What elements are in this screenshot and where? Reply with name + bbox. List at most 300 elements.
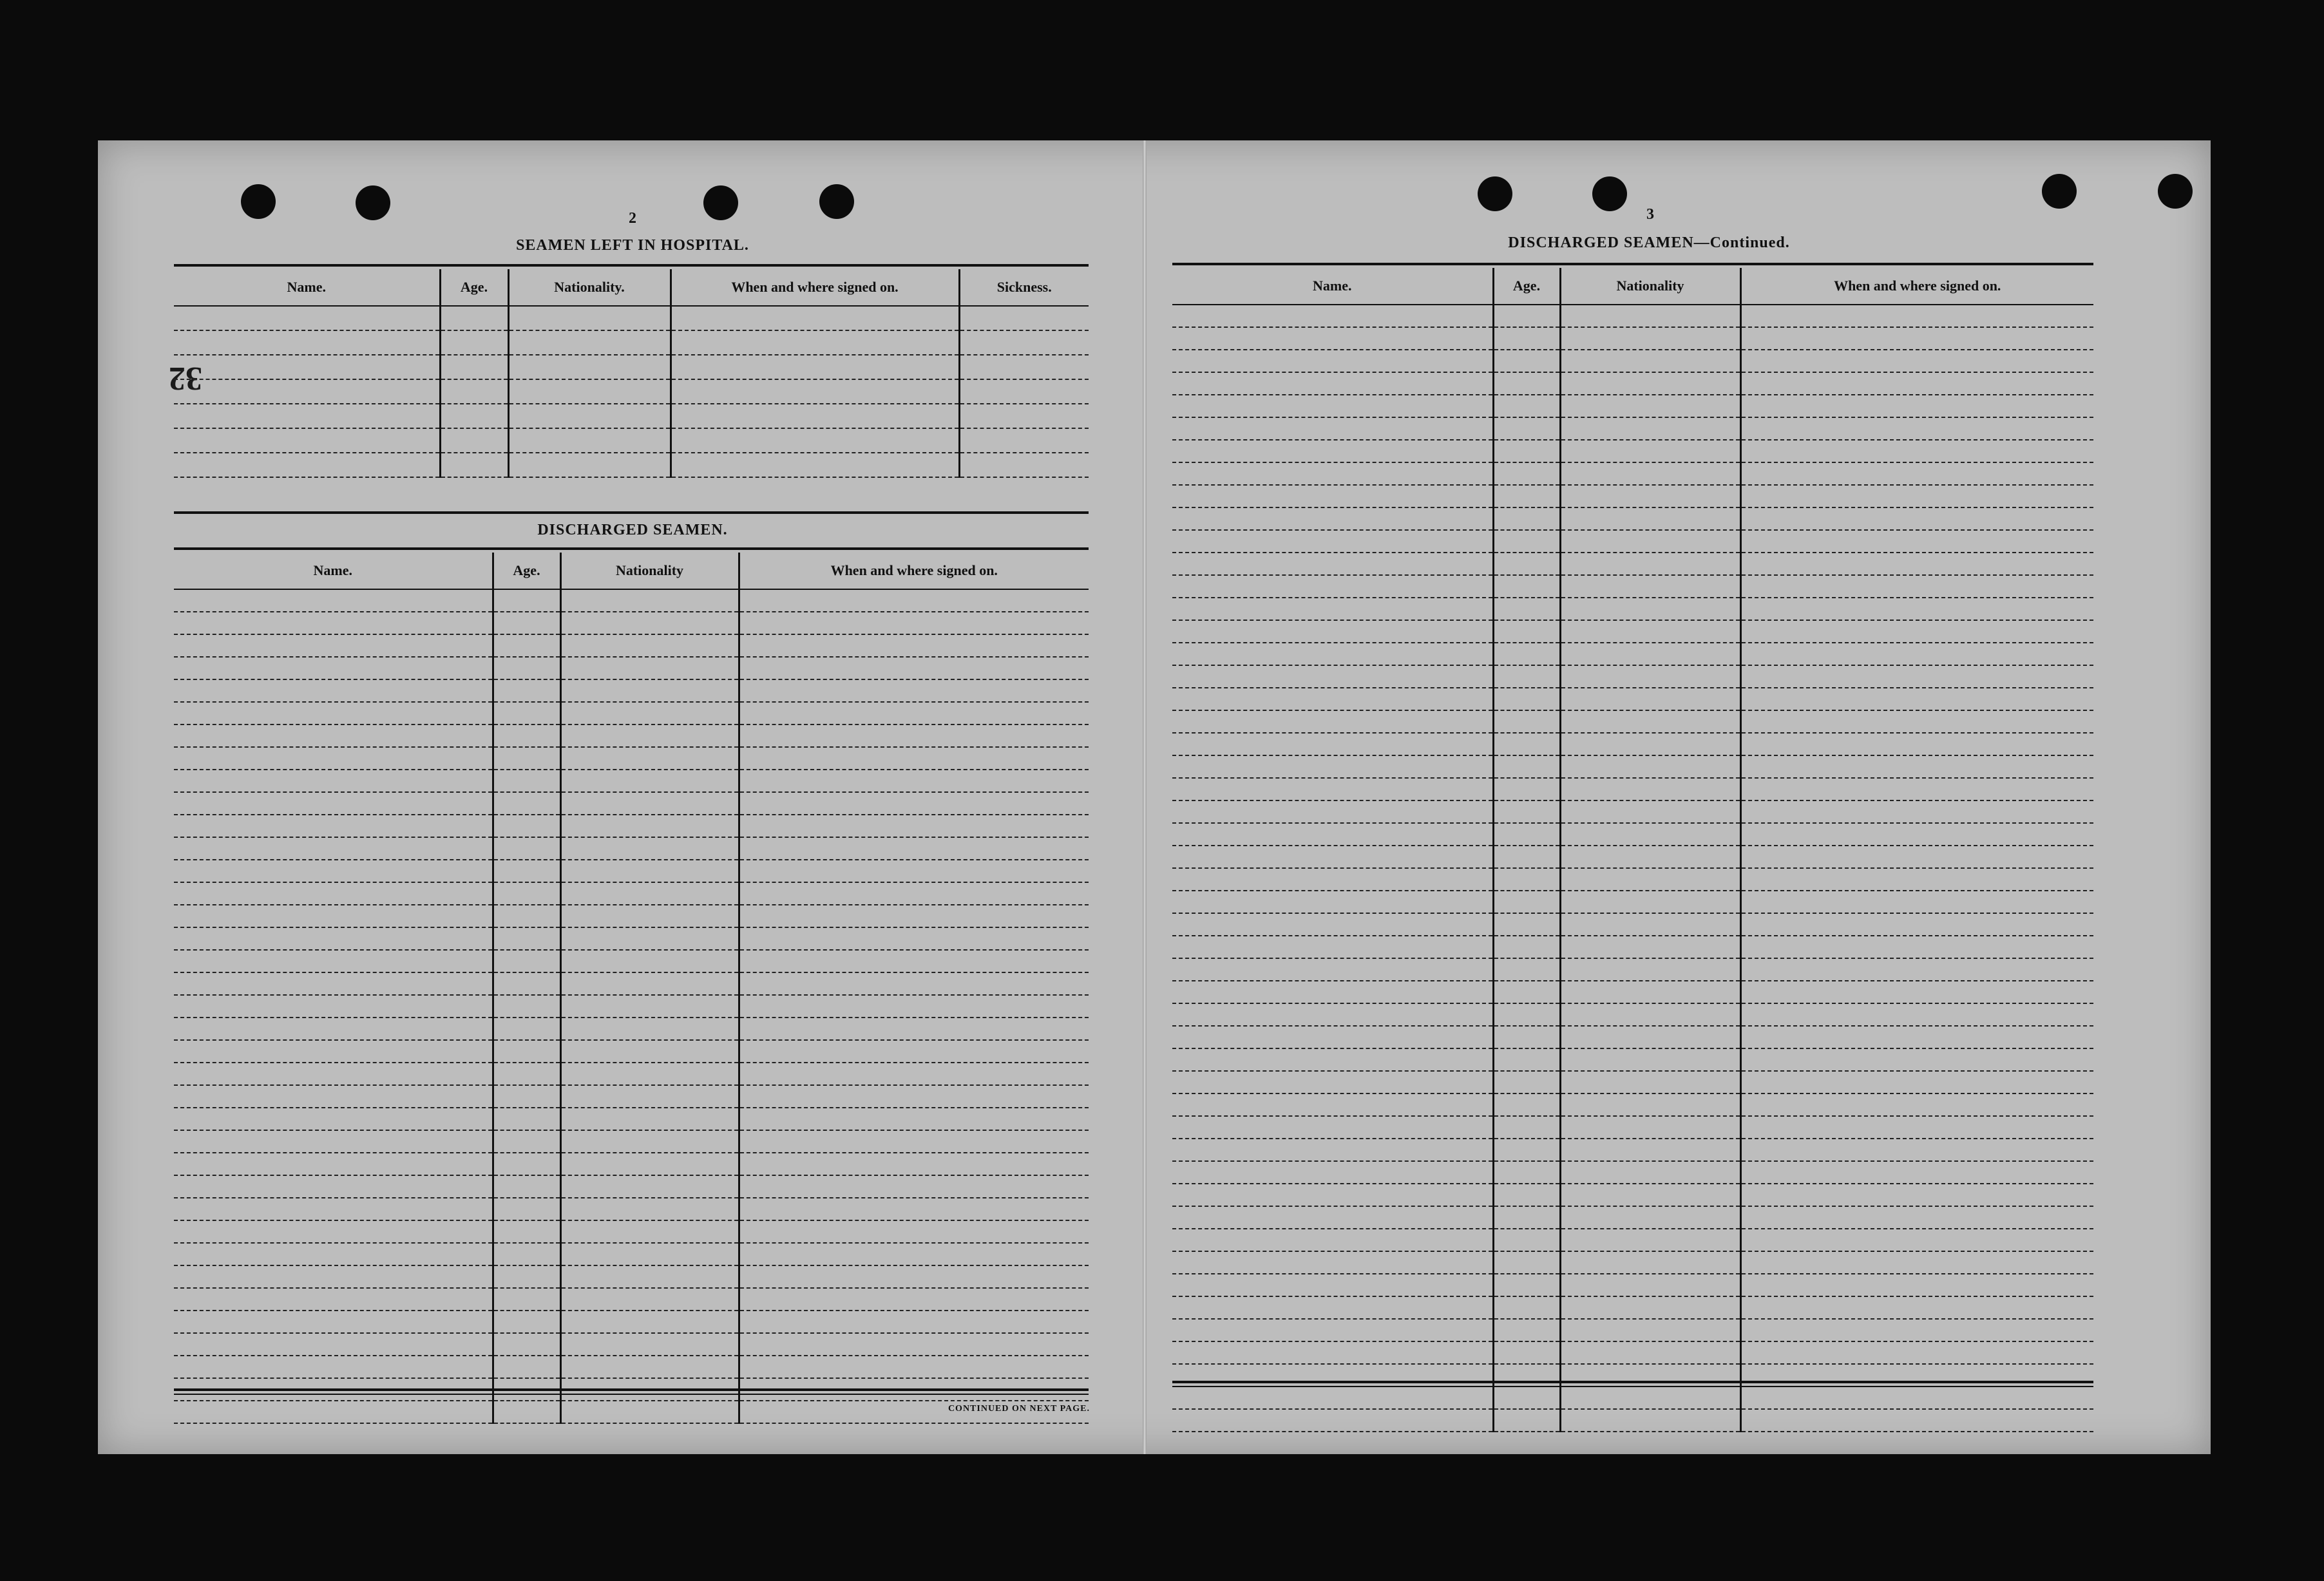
blank-cell (560, 1040, 739, 1063)
table-row (174, 379, 1089, 404)
blank-cell (493, 1333, 560, 1356)
blank-cell (739, 1288, 1089, 1311)
blank-cell (560, 905, 739, 927)
blank-cell (1172, 1071, 1493, 1093)
table-row (1172, 1048, 2093, 1071)
blank-cell (1560, 1048, 1740, 1071)
table-row (174, 927, 1089, 950)
blank-cell (1172, 507, 1493, 530)
table-row (174, 815, 1089, 837)
blank-cell (1172, 913, 1493, 936)
blank-cell (739, 1198, 1089, 1220)
blank-cell (1172, 1341, 1493, 1364)
blank-cell (174, 1040, 493, 1063)
column-header-nationality: Nationality (1560, 268, 1740, 305)
blank-cell (1560, 755, 1740, 778)
blank-cell (1740, 800, 2093, 823)
blank-cell (493, 1243, 560, 1265)
blank-cell (560, 702, 739, 724)
table-row (174, 1018, 1089, 1040)
blank-cell (1560, 1341, 1740, 1364)
table-row (1172, 755, 2093, 778)
table-row (174, 1220, 1089, 1243)
blank-cell (493, 589, 560, 612)
blank-cell (1493, 710, 1560, 733)
blank-cell (739, 1153, 1089, 1175)
blank-cell (1740, 1003, 2093, 1026)
table-row (1172, 530, 2093, 553)
blank-cell (1740, 710, 2093, 733)
table-row (1172, 958, 2093, 981)
blank-cell (1740, 936, 2093, 958)
table-row (1172, 778, 2093, 800)
blank-cell (560, 1108, 739, 1130)
column-header-name: Name. (174, 269, 440, 306)
blank-cell (1740, 1296, 2093, 1319)
table-row (174, 1085, 1089, 1108)
blank-cell (493, 1018, 560, 1040)
hospital-table (174, 269, 1089, 478)
blank-cell (1172, 372, 1493, 395)
blank-cell (1560, 575, 1740, 598)
blank-cell (1172, 1139, 1493, 1161)
blank-cell (174, 860, 493, 882)
divider (174, 1388, 1089, 1391)
table-row (1172, 1026, 2093, 1048)
blank-cell (1560, 823, 1740, 846)
blank-cell (739, 770, 1089, 792)
blank-cell (739, 1175, 1089, 1198)
blank-cell (1493, 417, 1560, 440)
page-number: 3 (1646, 206, 1654, 223)
blank-cell (1493, 1251, 1560, 1274)
blank-cell (560, 657, 739, 679)
blank-cell (174, 1243, 493, 1265)
blank-cell (174, 1018, 493, 1040)
blank-cell (1560, 913, 1740, 936)
left-page (98, 140, 1141, 1454)
blank-cell (1172, 1274, 1493, 1296)
blank-cell (1493, 530, 1560, 553)
blank-cell (1740, 778, 2093, 800)
table-row (1172, 665, 2093, 688)
blank-cell (174, 837, 493, 860)
blank-cell (174, 950, 493, 972)
blank-cell (174, 972, 493, 995)
blank-cell (493, 1130, 560, 1153)
blank-cell (1493, 778, 1560, 800)
blank-cell (739, 1333, 1089, 1356)
blank-cell (1172, 936, 1493, 958)
blank-cell (493, 657, 560, 679)
blank-cell (560, 612, 739, 634)
discharged-continued-table (1172, 268, 2093, 1432)
blank-cell (739, 1085, 1089, 1108)
blank-cell (1740, 1184, 2093, 1206)
table-row (1172, 372, 2093, 395)
blank-cell (174, 1356, 493, 1378)
blank-cell (1560, 1387, 1740, 1409)
blank-cell (1740, 485, 2093, 507)
blank-cell (1740, 575, 2093, 598)
blank-cell (1560, 891, 1740, 913)
blank-cell (1740, 598, 2093, 620)
blank-cell (560, 950, 739, 972)
hospital-section-title: SEAMEN LEFT IN HOSPITAL. (516, 237, 749, 254)
table-row (1172, 868, 2093, 891)
blank-cell (1740, 755, 2093, 778)
blank-cell (1493, 868, 1560, 891)
blank-cell (560, 1220, 739, 1243)
blank-cell (174, 724, 493, 747)
blank-cell (560, 927, 739, 950)
blank-cell (493, 837, 560, 860)
blank-cell (1740, 846, 2093, 868)
table-row (1172, 620, 2093, 643)
blank-cell (1493, 643, 1560, 665)
continued-note: CONTINUED ON NEXT PAGE. (948, 1404, 1090, 1414)
table-row (174, 1333, 1089, 1356)
blank-cell (1740, 1251, 2093, 1274)
blank-cell (1172, 305, 1493, 327)
punch-hole (703, 185, 738, 220)
table-row (1172, 1409, 2093, 1432)
blank-cell (1172, 710, 1493, 733)
blank-cell (1740, 1048, 2093, 1071)
blank-cell (1172, 1296, 1493, 1319)
table-row (1172, 913, 2093, 936)
blank-cell (1172, 868, 1493, 891)
blank-cell (1172, 891, 1493, 913)
column-header-nationality: Nationality. (508, 269, 671, 306)
blank-cell (1560, 553, 1740, 575)
blank-cell (1560, 1093, 1740, 1116)
blank-cell (1493, 1319, 1560, 1341)
table-row (1172, 485, 2093, 507)
blank-cell (739, 792, 1089, 815)
blank-cell (1560, 327, 1740, 350)
blank-cell (739, 905, 1089, 927)
blank-cell (493, 792, 560, 815)
blank-cell (174, 927, 493, 950)
blank-cell (1493, 1206, 1560, 1229)
discharged-section-title: DISCHARGED SEAMEN. (537, 522, 728, 538)
blank-cell (493, 882, 560, 905)
discharged-continued-title: DISCHARGED SEAMEN—Continued. (1508, 234, 1790, 251)
table-row (1172, 981, 2093, 1003)
column-header-age: Age. (440, 269, 508, 306)
table-row (1172, 1093, 2093, 1116)
blank-cell (1172, 1319, 1493, 1341)
table-row (174, 1311, 1089, 1333)
blank-cell (1493, 440, 1560, 462)
blank-cell (560, 1401, 739, 1423)
blank-cell (493, 612, 560, 634)
column-header-signed-on: When and where signed on. (671, 269, 959, 306)
blank-cell (1172, 440, 1493, 462)
punch-hole (2158, 174, 2193, 209)
blank-cell (739, 657, 1089, 679)
punch-hole (819, 184, 854, 219)
blank-cell (739, 724, 1089, 747)
blank-cell (493, 860, 560, 882)
divider (1172, 1381, 2093, 1383)
blank-cell (739, 1311, 1089, 1333)
blank-cell (493, 634, 560, 657)
blank-cell (1740, 350, 2093, 372)
blank-cell (493, 927, 560, 950)
table-row (174, 702, 1089, 724)
table-row (174, 837, 1089, 860)
divider (174, 1394, 1089, 1395)
table-row (1172, 1116, 2093, 1139)
table-row (174, 1243, 1089, 1265)
blank-cell (739, 1130, 1089, 1153)
table-row (1172, 1341, 2093, 1364)
blank-cell (1740, 327, 2093, 350)
blank-cell (1740, 620, 2093, 643)
blank-cell (1740, 913, 2093, 936)
blank-cell (493, 815, 560, 837)
blank-cell (1560, 733, 1740, 755)
blank-cell (1740, 417, 2093, 440)
blank-cell (174, 1333, 493, 1356)
blank-cell (1740, 1274, 2093, 1296)
blank-cell (1560, 620, 1740, 643)
blank-cell (1493, 1161, 1560, 1184)
blank-cell (560, 1130, 739, 1153)
blank-cell (1560, 507, 1740, 530)
blank-cell (1740, 1071, 2093, 1093)
blank-cell (174, 1198, 493, 1220)
blank-cell (1740, 688, 2093, 710)
table-row (1172, 553, 2093, 575)
blank-cell (493, 1401, 560, 1423)
table-row (174, 1130, 1089, 1153)
blank-cell (739, 679, 1089, 702)
blank-cell (1493, 1274, 1560, 1296)
table-row (1172, 305, 2093, 327)
blank-cell (560, 1333, 739, 1356)
blank-cell (1493, 350, 1560, 372)
table-row (1172, 462, 2093, 485)
table-row (1172, 1206, 2093, 1229)
punch-hole (241, 184, 276, 219)
blank-cell (1493, 1409, 1560, 1432)
blank-cell (560, 724, 739, 747)
blank-cell (560, 1153, 739, 1175)
blank-cell (493, 1108, 560, 1130)
blank-cell (1172, 575, 1493, 598)
punch-hole (1592, 176, 1627, 211)
blank-cell (739, 882, 1089, 905)
blank-cell (1172, 327, 1493, 350)
blank-cell (493, 1220, 560, 1243)
blank-cell (739, 1265, 1089, 1288)
blank-cell (1560, 1139, 1740, 1161)
blank-cell (1493, 1071, 1560, 1093)
table-row (174, 330, 1089, 355)
table-row (174, 1040, 1089, 1063)
blank-cell (493, 1063, 560, 1085)
blank-cell (1740, 733, 2093, 755)
blank-cell (1172, 395, 1493, 417)
blank-cell (1740, 868, 2093, 891)
blank-cell (1740, 553, 2093, 575)
blank-cell (739, 634, 1089, 657)
table-row (174, 589, 1089, 612)
blank-cell (1560, 710, 1740, 733)
blank-cell (1493, 1184, 1560, 1206)
blank-cell (1172, 485, 1493, 507)
blank-cell (560, 679, 739, 702)
blank-cell (1172, 1387, 1493, 1409)
blank-cell (493, 1040, 560, 1063)
blank-cell (1493, 1341, 1560, 1364)
table-row (1172, 800, 2093, 823)
blank-cell (560, 1243, 739, 1265)
blank-cell (1172, 1229, 1493, 1251)
blank-cell (493, 995, 560, 1018)
divider (174, 547, 1089, 550)
column-header-sickness: Sickness. (959, 269, 1089, 306)
blank-cell (560, 1356, 739, 1378)
blank-cell (1172, 553, 1493, 575)
blank-cell (174, 995, 493, 1018)
blank-cell (1740, 440, 2093, 462)
blank-cell (1172, 823, 1493, 846)
blank-cell (1172, 350, 1493, 372)
table-row (1172, 1319, 2093, 1341)
blank-cell (1740, 1116, 2093, 1139)
blank-cell (1560, 643, 1740, 665)
blank-cell (1740, 372, 2093, 395)
blank-cell (1493, 688, 1560, 710)
blank-cell (1493, 620, 1560, 643)
blank-cell (1493, 800, 1560, 823)
blank-cell (1740, 1161, 2093, 1184)
blank-cell (1740, 1229, 2093, 1251)
blank-cell (1172, 1251, 1493, 1274)
table-row (174, 1063, 1089, 1085)
blank-cell (560, 1063, 739, 1085)
blank-cell (1740, 507, 2093, 530)
blank-cell (739, 995, 1089, 1018)
blank-cell (739, 702, 1089, 724)
blank-cell (739, 747, 1089, 770)
divider (174, 264, 1089, 267)
blank-cell (174, 1311, 493, 1333)
blank-cell (1493, 846, 1560, 868)
blank-cell (1493, 327, 1560, 350)
blank-cell (560, 860, 739, 882)
blank-cell (1493, 1387, 1560, 1409)
blank-cell (1740, 891, 2093, 913)
blank-cell (1172, 981, 1493, 1003)
blank-cell (1493, 823, 1560, 846)
blank-cell (1172, 1161, 1493, 1184)
table-row (174, 724, 1089, 747)
table-row (174, 355, 1089, 379)
blank-cell (1560, 1161, 1740, 1184)
blank-cell (493, 702, 560, 724)
blank-cell (493, 1288, 560, 1311)
column-header-signed-on: When and where signed on. (739, 553, 1089, 589)
blank-cell (1560, 1071, 1740, 1093)
blank-cell (493, 1198, 560, 1220)
blank-cell (1560, 372, 1740, 395)
table-row (1172, 395, 2093, 417)
blank-cell (739, 837, 1089, 860)
blank-cell (739, 1018, 1089, 1040)
blank-cell (1493, 1229, 1560, 1251)
blank-cell (1493, 1116, 1560, 1139)
table-row (174, 1265, 1089, 1288)
scanned-paper (98, 140, 2211, 1454)
table-row (1172, 643, 2093, 665)
table-row (174, 972, 1089, 995)
blank-cell (174, 612, 493, 634)
table-header-row (174, 269, 1089, 306)
table-row (174, 950, 1089, 972)
blank-cell (493, 1265, 560, 1288)
table-row (1172, 1003, 2093, 1026)
table-row (1172, 733, 2093, 755)
blank-cell (174, 905, 493, 927)
blank-cell (560, 1198, 739, 1220)
table-row (174, 1153, 1089, 1175)
table-row (1172, 1161, 2093, 1184)
blank-cell (1560, 1116, 1740, 1139)
page-number: 2 (629, 210, 636, 227)
blank-cell (1560, 665, 1740, 688)
table-row (1172, 1296, 2093, 1319)
blank-cell (1740, 823, 2093, 846)
blank-cell (1172, 1116, 1493, 1139)
blank-cell (1172, 1409, 1493, 1432)
blank-cell (1172, 530, 1493, 553)
column-header-age: Age. (1493, 268, 1560, 305)
blank-cell (1493, 936, 1560, 958)
blank-cell (174, 815, 493, 837)
blank-cell (174, 1085, 493, 1108)
blank-cell (1740, 305, 2093, 327)
table-row (1172, 350, 2093, 372)
blank-cell (1493, 913, 1560, 936)
divider (1172, 263, 2093, 265)
blank-cell (739, 972, 1089, 995)
blank-cell (1172, 643, 1493, 665)
blank-cell (1740, 1409, 2093, 1432)
table-row (174, 1175, 1089, 1198)
blank-cell (1493, 1296, 1560, 1319)
blank-cell (1172, 1184, 1493, 1206)
blank-cell (1560, 485, 1740, 507)
blank-cell (1560, 958, 1740, 981)
table-row (1172, 417, 2093, 440)
blank-cell (493, 905, 560, 927)
blank-cell (174, 792, 493, 815)
blank-cell (739, 1220, 1089, 1243)
right-page (1147, 140, 2211, 1454)
blank-cell (1560, 462, 1740, 485)
blank-cell (1740, 1206, 2093, 1229)
blank-cell (493, 724, 560, 747)
blank-cell (1172, 846, 1493, 868)
blank-cell (739, 589, 1089, 612)
column-header-signed-on: When and where signed on. (1740, 268, 2093, 305)
table-row (174, 882, 1089, 905)
